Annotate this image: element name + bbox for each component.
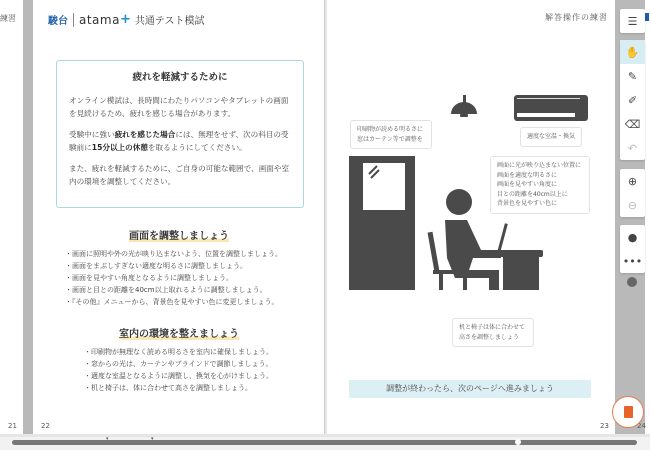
document-icon bbox=[624, 406, 633, 418]
callout-screen: 画面に光が映り込まない位置に 画面を適度な明るさに 画面を見やすい角度に 目との距離を40cm以上に 背景色を見やすい色に bbox=[490, 156, 590, 214]
zoom-toolbar bbox=[620, 169, 645, 217]
page-23 bbox=[327, 0, 615, 434]
page-22 bbox=[33, 0, 325, 434]
marker-icon[interactable]: ✐ bbox=[627, 93, 638, 107]
atama-logo: atama bbox=[79, 12, 120, 27]
list-item: ・画面と目との距離を40cm以上取れるように調整しましょう。 bbox=[65, 286, 267, 294]
page-number: 23 bbox=[600, 422, 609, 430]
lamp-icon bbox=[451, 95, 477, 117]
brand-logo bbox=[48, 12, 204, 27]
vertical-scroll-thumb[interactable] bbox=[627, 277, 637, 287]
pen-icon[interactable]: ✎ bbox=[627, 69, 638, 83]
list-icon[interactable]: ☰ bbox=[627, 14, 638, 28]
page-number: 24 bbox=[637, 422, 646, 430]
header-fragment: 練習 bbox=[0, 14, 16, 23]
list-item: ・適度な室温となるように調整し、換気を心がけましょう。 bbox=[84, 372, 273, 380]
page-24-edge bbox=[637, 0, 650, 434]
box-paragraph-2: 受験中に強い疲れを感じた場合には、無理をせず、次の科目の受験前に15分以上の休憩を取るようにしてください。 bbox=[69, 130, 289, 152]
page-number: 21 bbox=[8, 422, 17, 430]
box-title: 疲れを軽減するために bbox=[132, 72, 228, 83]
page-number: 22 bbox=[41, 422, 50, 430]
list-item: ・窓からの光は、カーテンやブラインドで調節しましょう。 bbox=[84, 360, 273, 368]
list-item: ・画面に照明や外の光が映り込まないよう、位置を調整しましょう。 bbox=[65, 250, 282, 258]
marker-icon: ▾ bbox=[151, 436, 154, 442]
annotation-toolbar bbox=[620, 40, 645, 160]
section-screen-title: 画面を調整しましょう bbox=[129, 231, 229, 242]
scroll-thumb[interactable] bbox=[515, 439, 521, 445]
list-item: ・画面を見やすい角度となるように調整しましょう。 bbox=[65, 274, 233, 282]
window-icon bbox=[349, 156, 415, 290]
sundai-logo: 駿台 bbox=[48, 16, 68, 27]
room-tips-list bbox=[84, 346, 273, 394]
clock-icon[interactable]: ● bbox=[627, 230, 638, 244]
box-paragraph-1: オンライン模試は、長時間にわたりパソコンやタブレットの画面を見続けるため、疲れを感じる場合があります。 bbox=[69, 96, 289, 118]
document-button[interactable] bbox=[612, 396, 644, 428]
screen-tips-list bbox=[65, 248, 282, 308]
air-conditioner-icon bbox=[514, 95, 588, 121]
plus-logo: + bbox=[119, 12, 131, 27]
page-header: 解答操作の練習 bbox=[545, 13, 608, 22]
exam-title: 共通テスト模試 bbox=[134, 16, 205, 27]
page-21-edge bbox=[0, 0, 23, 434]
box-paragraph-3: また、疲れを軽減するために、ご自身の可能な範囲で、画面や室内の環境を調整してください。 bbox=[69, 164, 290, 186]
callout-window: 印刷物が読める明るさに 窓はカーテン等で調整を bbox=[350, 120, 432, 149]
hand-icon[interactable]: ✋ bbox=[620, 40, 645, 64]
page-gutter bbox=[23, 0, 33, 434]
list-item: ・印刷物が無理なく読める明るさを室内に確保しましょう。 bbox=[84, 348, 273, 356]
list-item: ・『その他』メニューから、背景色を見やすい色に変更しましょう。 bbox=[65, 298, 279, 306]
section-room-title: 室内の環境を整えましょう bbox=[119, 329, 239, 340]
undo-icon[interactable]: ↶ bbox=[627, 141, 638, 155]
marker-icon: ▾ bbox=[106, 436, 109, 442]
zoom-in-icon[interactable]: ⊕ bbox=[627, 174, 638, 188]
horizontal-scrollbar[interactable] bbox=[0, 437, 650, 450]
eraser-icon[interactable]: ⌫ bbox=[624, 117, 641, 131]
callout-desk: 机と椅子は体に合わせて 高さを調整しましょう bbox=[452, 318, 534, 347]
list-item: ・机と椅子は、体に合わせて高さを調整しましょう。 bbox=[84, 384, 252, 392]
next-page-banner: 調整が終わったら、次のページへ進みましょう bbox=[349, 380, 591, 398]
toc-toolbar bbox=[620, 9, 645, 33]
zoom-out-icon[interactable]: ⊖ bbox=[627, 198, 638, 212]
misc-toolbar bbox=[620, 225, 645, 273]
callout-aircon: 適度な室温・換気 bbox=[520, 127, 582, 147]
fatigue-info-box bbox=[56, 60, 304, 208]
list-item: ・画面をまぶしすぎない適度な明るさに調整しましょう。 bbox=[65, 262, 247, 270]
more-icon[interactable]: ••• bbox=[622, 254, 643, 268]
